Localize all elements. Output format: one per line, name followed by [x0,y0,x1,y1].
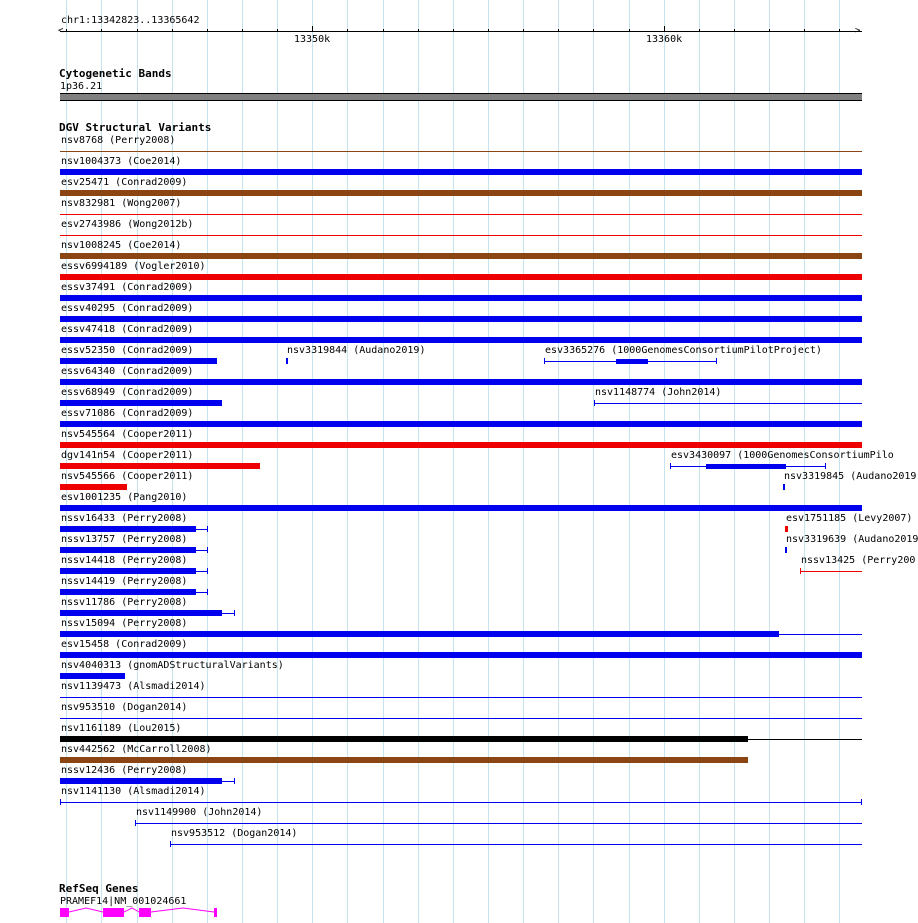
ruler-tick-label: 13350k [294,34,331,45]
dgv-feature-label: nssv12436 (Perry2008) [61,765,188,776]
grid-line [734,0,735,923]
dgv-feature-label: nsv953510 (Dogan2014) [61,702,188,713]
dgv-feature-label: esv2743986 (Wong2012b) [61,219,194,230]
dgv-feature-bar[interactable] [60,568,196,574]
dgv-feature-label: essv47418 (Conrad2009) [61,324,194,335]
dgv-feature-label: essv64340 (Conrad2009) [61,366,194,377]
dgv-feature-end-cap [825,463,826,469]
dgv-feature-label: esv15458 (Conrad2009) [61,639,188,650]
dgv-feature-label: nsv545566 (Cooper2011) [61,471,194,482]
dgv-feature-line[interactable] [60,802,862,803]
dgv-feature-bar[interactable] [60,757,748,763]
ruler-minor-tick [488,29,489,32]
dgv-feature-bar[interactable] [616,359,648,364]
dgv-feature-label: nsv545564 (Cooper2011) [61,429,194,440]
ruler-axis [60,31,862,32]
ruler-minor-tick [699,29,700,32]
dgv-feature-label: esv1751185 (Levy2007) [786,513,913,524]
dgv-feature-label: nsv1141130 (Alsmadi2014) [61,786,206,797]
dgv-feature-bar[interactable] [60,736,748,742]
dgv-feature-line[interactable] [170,844,862,845]
ruler-minor-tick [66,29,67,32]
grid-line [488,0,489,923]
dgv-feature-label: dgv141n54 (Cooper2011) [61,450,194,461]
grid-line [312,0,313,923]
ruler-left-arrow-icon: < [58,26,64,36]
ruler-minor-tick [839,29,840,32]
grid-line [242,0,243,923]
cytogenetic-bands-title: Cytogenetic Bands [59,67,172,80]
grid-line [453,0,454,923]
dgv-feature-bar[interactable] [60,358,217,364]
grid-line [558,0,559,923]
dgv-feature-label: essv6994189 (Vogler2010) [61,261,206,272]
ruler-minor-tick [207,29,208,32]
dgv-feature-label: nssv14419 (Perry2008) [61,576,188,587]
dgv-feature-bar[interactable] [60,274,862,280]
ruler-minor-tick [593,29,594,32]
intron-connector [151,907,214,915]
dgv-feature-label: nsv832981 (Wong2007) [61,198,182,209]
dgv-feature-end-cap [60,799,61,805]
dgv-feature-label: nsv1148774 (John2014) [595,387,722,398]
grid-line [593,0,594,923]
exon[interactable] [139,908,151,917]
ruler-range-label: chr1:13342823..13365642 [61,15,200,26]
ruler-minor-tick [558,29,559,32]
refseq-genes-title: RefSeq Genes [59,882,139,895]
dgv-feature-bar[interactable] [706,464,786,469]
ruler-minor-tick [383,29,384,32]
ruler-minor-tick [734,29,735,32]
ruler-minor-tick [769,29,770,32]
dgv-feature-label: nssv14418 (Perry2008) [61,555,188,566]
dgv-feature-end-cap [207,547,208,553]
dgv-feature-bar[interactable] [60,442,862,448]
dgv-feature-end-cap [135,820,136,826]
dgv-feature-label: nsv1139473 (Alsmadi2014) [61,681,206,692]
ruler-minor-tick [453,29,454,32]
dgv-feature-label: nsv1149900 (John2014) [136,807,263,818]
dgv-feature-bar[interactable] [60,610,222,616]
ruler-minor-tick [242,29,243,32]
dgv-feature-end-cap [207,526,208,532]
cytogenetic-band[interactable] [60,93,862,101]
dgv-feature-bar[interactable] [60,379,862,385]
dgv-feature-bar[interactable] [60,169,862,175]
ruler-minor-tick [172,29,173,32]
dgv-feature-tick[interactable] [785,547,787,553]
dgv-feature-line[interactable] [779,634,862,635]
dgv-feature-label: nsv3319845 (Audano2019 [784,471,917,482]
dgv-feature-line[interactable] [748,739,862,740]
dgv-feature-tick[interactable] [783,484,785,490]
ruler-minor-tick [629,29,630,32]
ruler-minor-tick [804,29,805,32]
dgv-track-title: DGV Structural Variants [59,121,212,134]
grid-line [207,0,208,923]
dgv-feature-bar[interactable] [785,526,788,532]
dgv-feature-bar[interactable] [60,673,125,679]
dgv-feature-label: esv25471 (Conrad2009) [61,177,188,188]
ruler-major-tick [312,26,313,32]
dgv-feature-bar[interactable] [60,547,196,553]
dgv-feature-label: essv71086 (Conrad2009) [61,408,194,419]
dgv-feature-label: essv52350 (Conrad2009) [61,345,194,356]
exon[interactable] [214,908,217,917]
ruler-right-arrow-icon: > [855,26,861,36]
exon[interactable] [60,908,69,917]
dgv-feature-line[interactable] [60,697,862,698]
ruler-minor-tick [101,29,102,32]
grid-line [347,0,348,923]
ruler-tick-label: 13360k [646,34,683,45]
dgv-feature-label: nssv15094 (Perry2008) [61,618,188,629]
dgv-feature-end-cap [716,358,717,364]
dgv-feature-bar[interactable] [60,526,196,532]
dgv-feature-label: nsv3319639 (Audano2019 [786,534,918,545]
grid-line [664,0,665,923]
dgv-feature-line[interactable] [800,571,862,572]
dgv-feature-end-cap [800,568,801,574]
dgv-feature-end-cap [234,610,235,616]
dgv-feature-label: nssv16433 (Perry2008) [61,513,188,524]
dgv-feature-bar[interactable] [60,778,222,784]
grid-line [629,0,630,923]
ruler-minor-tick [418,29,419,32]
dgv-feature-bar[interactable] [60,631,779,637]
cytogenetic-band-label: 1p36.21 [60,81,103,92]
dgv-feature-end-cap [670,463,671,469]
dgv-feature-bar[interactable] [60,295,862,301]
dgv-feature-label: nsv8768 (Perry2008) [61,135,176,146]
dgv-feature-bar[interactable] [60,337,862,343]
grid-line [699,0,700,923]
grid-line [383,0,384,923]
dgv-feature-label: nsv1161189 (Lou2015) [61,723,182,734]
intron-connector [124,907,139,915]
dgv-feature-end-cap [207,568,208,574]
dgv-feature-bar[interactable] [60,190,862,196]
dgv-feature-bar[interactable] [60,505,862,511]
dgv-feature-end-cap [861,799,862,805]
grid-line [769,0,770,923]
dgv-feature-label: nsv4040313 (gnomADStructuralVariants) [61,660,284,671]
dgv-feature-label: esv1001235 (Pang2010) [61,492,188,503]
ruler-minor-tick [523,29,524,32]
dgv-feature-end-cap [594,400,595,406]
exon[interactable] [103,908,124,917]
dgv-feature-line[interactable] [60,718,862,719]
dgv-feature-bar[interactable] [60,421,862,427]
grid-line [804,0,805,923]
gene-label: PRAMEF14|NM_001024661 [60,896,187,907]
dgv-feature-label: essv40295 (Conrad2009) [61,303,194,314]
dgv-feature-bar[interactable] [60,652,862,658]
dgv-feature-bar[interactable] [60,484,127,490]
dgv-feature-end-cap [170,841,171,847]
dgv-feature-label: nsv442562 (McCarroll2008) [61,744,212,755]
dgv-feature-label: nssv13757 (Perry2008) [61,534,188,545]
dgv-feature-label: nsv1008245 (Coe2014) [61,240,182,251]
dgv-feature-line[interactable] [135,823,862,824]
dgv-feature-label: nsv3319844 (Audano2019) [287,345,426,356]
ruler-minor-tick [137,29,138,32]
dgv-feature-bar[interactable] [60,253,862,259]
dgv-feature-label: essv37491 (Conrad2009) [61,282,194,293]
dgv-feature-label: nsv953512 (Dogan2014) [171,828,298,839]
dgv-feature-label: nssv11786 (Perry2008) [61,597,188,608]
dgv-feature-end-cap [544,358,545,364]
intron-connector [69,907,103,915]
dgv-feature-label: essv68949 (Conrad2009) [61,387,194,398]
dgv-feature-line[interactable] [60,214,862,215]
dgv-feature-label: nsv1004373 (Coe2014) [61,156,182,167]
grid-line [418,0,419,923]
ruler-major-tick [664,26,665,32]
dgv-feature-line[interactable] [594,403,862,404]
grid-line [277,0,278,923]
dgv-feature-label: nssv13425 (Perry200 [801,555,916,566]
dgv-feature-bar[interactable] [60,316,862,322]
dgv-feature-bar[interactable] [60,589,196,595]
ruler-minor-tick [277,29,278,32]
dgv-feature-line[interactable] [60,151,862,152]
ruler-minor-tick [347,29,348,32]
dgv-feature-end-cap [234,778,235,784]
dgv-feature-label: esv3430097 (1000GenomesConsortiumPilo [671,450,894,461]
dgv-feature-label: esv3365276 (1000GenomesConsortiumPilotProject) [545,345,822,356]
dgv-feature-line[interactable] [60,235,862,236]
grid-line [523,0,524,923]
grid-line [839,0,840,923]
dgv-feature-tick[interactable] [286,358,288,364]
dgv-feature-end-cap [207,589,208,595]
dgv-feature-bar[interactable] [60,400,222,406]
dgv-feature-bar[interactable] [60,463,260,469]
